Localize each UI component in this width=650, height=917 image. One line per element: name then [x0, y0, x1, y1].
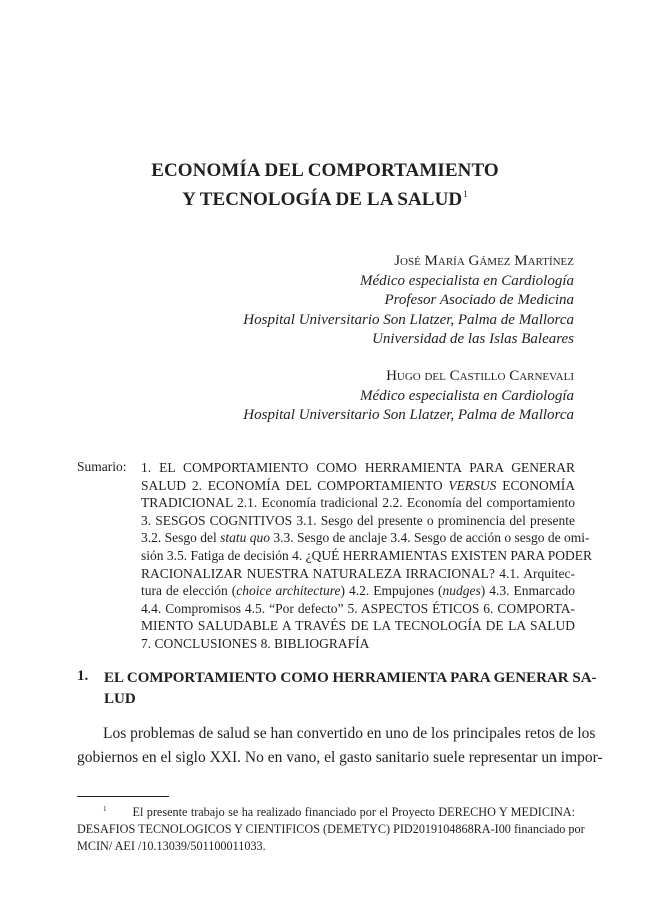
section-heading [104, 668, 597, 710]
author-block-2 [243, 367, 574, 426]
chapter-title-line-2 [0, 189, 650, 211]
title-footnote-ref[interactable]: 1 [463, 189, 468, 199]
footnote-divider [77, 796, 169, 797]
footnote-line: MCIN/ AEI /10.13039/501100011033. [77, 839, 266, 853]
section-heading-line: EL COMPORTAMIENTO COMO HERRAMIENTA PARA GENERAR SA- [104, 670, 597, 686]
section-number: 1. [77, 668, 89, 684]
sumario-line: RACIONALIZAR NUESTRA NATURALEZA IRRACIONAL? 4.1. Arquitec- [141, 565, 575, 581]
section-heading-line: LUD [104, 691, 136, 707]
author-affiliation: Médico especialista en Cardiología [360, 387, 574, 404]
footnote-line [77, 801, 575, 821]
author-affiliation: Profesor Asociado de Medicina [384, 292, 574, 308]
sumario-line: TRADICIONAL 2.1. Economía tradicional 2.2. Economía del comportamiento [141, 495, 575, 511]
sumario-line: 1. EL COMPORTAMIENTO COMO HERRAMIENTA PARA GENERAR [141, 460, 575, 475]
sumario-line: sión 3.5. Fatiga de decisión 4. ¿QUÉ HERRAMIENTAS EXISTEN PARA PODER [141, 547, 593, 563]
body-line: gobiernos en el siglo XXI. No en vano, el gasto sanitario suele representar un impor- [77, 748, 603, 766]
author-affiliation: Universidad de las Islas Baleares [372, 331, 574, 347]
footnote-line: DESAFIOS TECNOLOGICOS Y CIENTIFICOS (DEMETYC) PID2019104868RA-I00 financiado por [77, 822, 585, 836]
body-paragraph [77, 722, 603, 769]
author-affiliation: Hospital Universitario Son Llatzer, Palma de Mallorca [243, 311, 574, 328]
chapter-title-line-1: ECONOMÍA DEL COMPORTAMIENTO [151, 160, 499, 181]
author-affiliation: Médico especialista en Cardiología [360, 272, 574, 289]
sumario-line: 3.2. Sesgo del statu quo 3.3. Sesgo de anclaje 3.4. Sesgo de acción o sesgo de omi- [141, 530, 590, 546]
author-name: Hugo del Castillo Carnevali [386, 368, 574, 384]
sumario-line: MIENTO SALUDABLE A TRAVÉS DE LA TECNOLOGÍA DE LA SALUD [141, 618, 575, 634]
sumario-line: tura de elección (choice architecture) 4.2. Empujones (nudges) 4.3. Enmarcado [141, 583, 575, 599]
sumario-line: SALUD 2. ECONOMÍA DEL COMPORTAMIENTO VERSUS ECONOMÍA [141, 477, 576, 493]
footnote-marker: 1 [103, 805, 107, 813]
author-block-1 [243, 252, 574, 350]
author-affiliation: Hospital Universitario Son Llatzer, Palma de Mallorca [243, 407, 574, 423]
chapter-title-line-2-text: Y TECNOLOGÍA DE LA SALUD [182, 189, 463, 210]
sumario-line: 3. SESGOS COGNITIVOS 3.1. Sesgo del presente o prominencia del presente [141, 512, 575, 528]
body-line: Los problemas de salud se han convertido en uno de los principales retos de los [103, 725, 596, 742]
footnote-line-text: El presente trabajo se ha realizado financiado por el Proyecto DERECHO Y MEDICINA: [132, 805, 575, 819]
sumario-line: 7. CONCLUSIONES 8. BIBLIOGRAFÍA [141, 635, 370, 651]
sumario-text [141, 459, 593, 653]
sumario-line: 4.4. Compromisos 4.5. “Por defecto” 5. ASPECTOS ÉTICOS 6. COMPORTA- [141, 600, 575, 616]
sumario-label: Sumario: [77, 459, 127, 474]
author-name: José María Gámez Martínez [394, 253, 574, 269]
footnote [77, 801, 585, 855]
